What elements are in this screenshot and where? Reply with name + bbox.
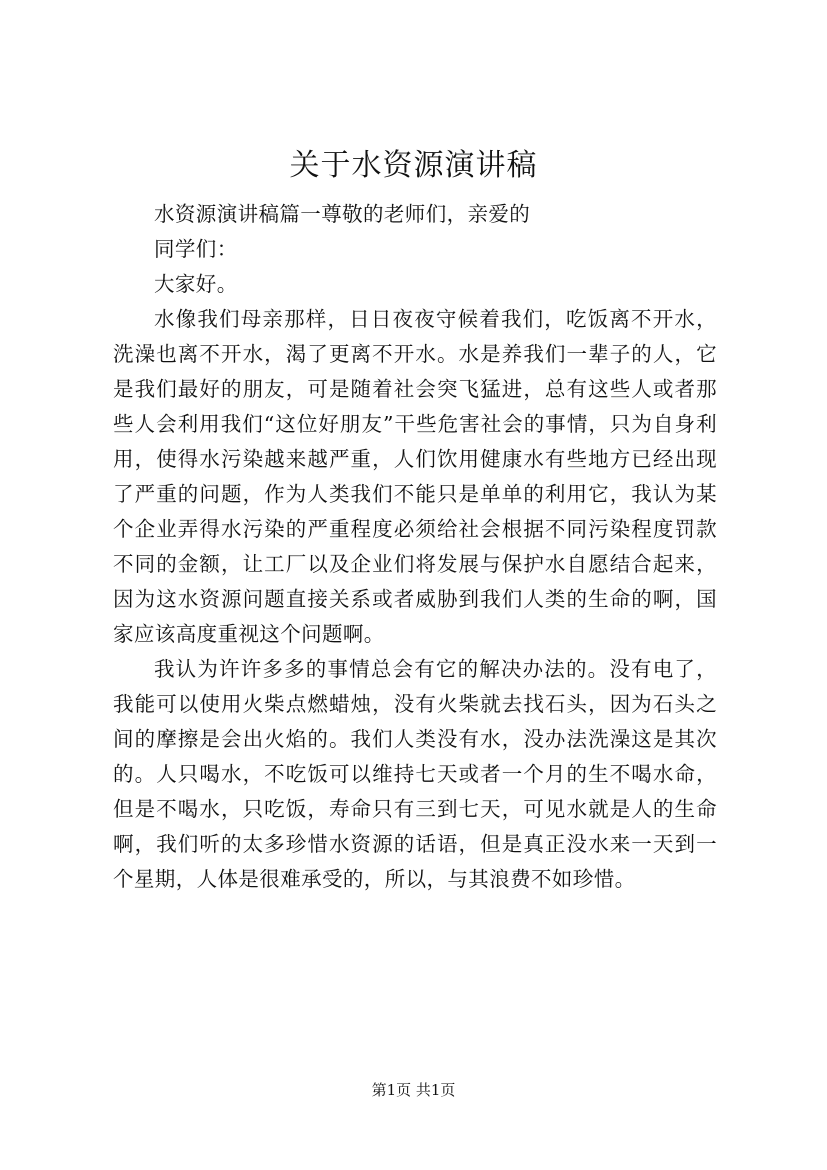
document-title: 关于水资源演讲稿	[289, 148, 538, 183]
paragraph-body-2: 我认为许许多多的事情总会有它的解决办法的。没有电了，我能可以使用火柴点燃蜡烛，没有火柴就去找石头，因为石头之间的摩擦是会出火焰的。我们人类没有水，没办法洗澡这是其次的。人只喝水，不吃饭可以维持七天或者一个月的生不喝水命，但是不喝水，只吃饭，寿命只有三到七天，可见水就是人的生命啊，我们听的太多珍惜水资源的话语，但是真正没水来一天到一个星期，人体是很难承受的，所以，与其浪费不如珍惜。	[113, 657, 717, 891]
paragraph-body-1: 水像我们母亲那样，日日夜夜守候着我们，吃饭离不开水，洗澡也离不开水，渴了更离不开水。水是养我们一辈子的人，它是我们最好的朋友，可是随着社会突飞猛进，总有这些人或者那些人会利用我们“这位好朋友”干些危害社会的事情，只为自身利用，使得水污染越来越严重，人们饮用健康水有些地方已经出现了严重的问题，作为人类我们不能只是单单的利用它，我认为某个企业弄得水污染的严重程度必须给社会根据不同污染程度罚款不同的金额，让工厂以及企业们将发展与保护水自愿结合起来，因为这水资源问题直接关系或者威胁到我们人类的生命的啊，国家应该高度重视这个问题啊。	[113, 307, 717, 646]
page-footer: 第1页 共1页	[371, 1081, 456, 1099]
paragraph-salutation-continued: 同学们：	[154, 237, 238, 261]
document-body	[113, 197, 717, 897]
paragraph-salutation: 水资源演讲稿篇一尊敬的老师们，亲爱的	[154, 202, 531, 226]
paragraph-greeting: 大家好。	[154, 272, 238, 296]
